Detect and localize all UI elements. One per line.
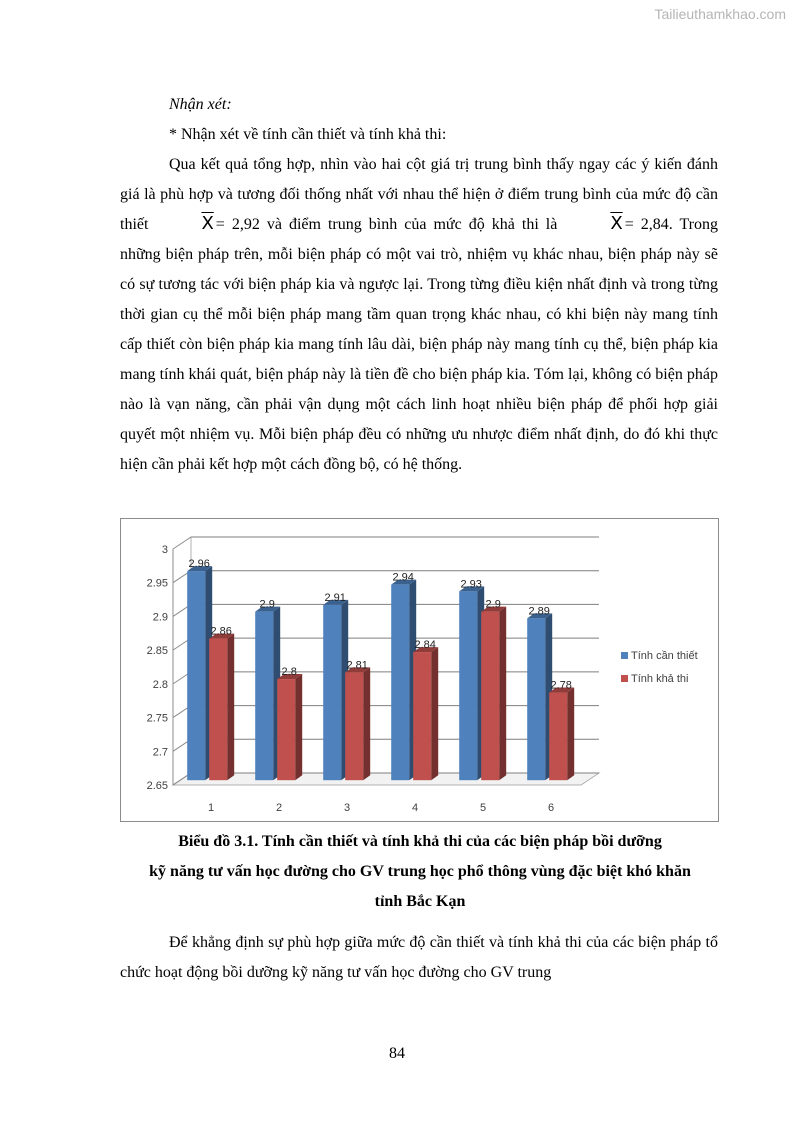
bar <box>277 679 295 780</box>
legend-swatch <box>621 675 628 682</box>
watermark: Tailieuthamkhao.com <box>654 6 786 22</box>
x-tick-label: 5 <box>479 802 487 814</box>
x-tick-label: 1 <box>207 802 215 814</box>
y-tick-label: 3 <box>161 544 168 556</box>
legend-label: Tính khả thi <box>631 673 689 685</box>
bar-side <box>227 634 234 781</box>
legend-swatch <box>621 652 628 659</box>
y-tick-label: 2.9 <box>152 611 168 624</box>
bar-side <box>363 667 370 780</box>
bar <box>481 612 499 781</box>
data-label: 2.78 <box>550 679 572 692</box>
data-label: 2.91 <box>324 591 346 604</box>
page-number: 84 <box>389 1045 405 1062</box>
bar-side <box>567 688 574 781</box>
bar <box>209 639 227 781</box>
x-tick-label: 6 <box>547 802 555 814</box>
y-tick-label: 2.75 <box>146 712 168 725</box>
gridline-depth <box>173 537 191 549</box>
mean-symbol: $\overline{X}$ <box>201 213 214 234</box>
bar <box>187 571 205 780</box>
bar <box>527 618 545 780</box>
remark-subheading: * Nhận xét về tính cần thiết và tính khả thi: <box>169 126 447 143</box>
bar <box>255 612 273 781</box>
closing-paragraph: Để khẳng định sự phù hợp giữa mức độ cần thiết và tính khả thi của các biện pháp tổ chức hoạt động bồi dưỡng kỹ năng tư vấn học đường cho GV trung <box>120 934 718 981</box>
data-label: 2.8 <box>281 666 297 679</box>
caption-line-2: kỹ năng tư vấn học đường cho GV trung học phổ thông vùng đặc biệt khó khăn <box>149 863 691 880</box>
bar-side <box>295 674 302 780</box>
bar <box>323 605 341 780</box>
bar-side <box>499 607 506 781</box>
mean-symbol-2: $\overline{X}$ <box>610 213 623 234</box>
closing-text <box>120 928 718 988</box>
legend-label: Tính cần thiết <box>631 650 698 662</box>
x-tick-label: 4 <box>411 802 419 814</box>
caption-line-3: tỉnh Bắc Kạn <box>374 893 466 910</box>
data-label: 2.9 <box>485 598 501 611</box>
chart-container <box>120 518 719 822</box>
bar-chart <box>121 519 718 821</box>
y-tick-label: 2.8 <box>152 678 168 691</box>
y-tick-label: 2.65 <box>146 780 168 792</box>
bar-side <box>431 647 438 780</box>
bar <box>345 672 363 780</box>
data-label: 2.9 <box>259 598 275 611</box>
x-tick-label: 2 <box>275 802 283 814</box>
bar <box>549 693 567 781</box>
paragraph-part-c: = 2,84. Trong những biện pháp trên, mỗi biện pháp có một vai trò, nhiệm vụ khác nhau, biện pháp này sẽ có sự tương tác với biện pháp kia và ngược lại. Trong từng điều kiện nhất định và trong từng thời gian cụ thể mỗi biện pháp mang tầm quan trọng khác nhau, có khi biện này mang tính cấp thiết còn biện pháp kia mang tính lâu dài, biện pháp này mang tính cụ thể, biện pháp kia mang tính khái quát, biện pháp này là tiền đề cho biện pháp kia. Tóm lại, không có biện pháp nào là vạn năng, cần phải vận dụng một cách linh hoạt nhiều biện pháp để phối hợp giải quyết một nhiệm vụ. Mỗi biện pháp đều có những ưu nhược điểm nhất định, do đó khi thực hiện cần phải kết hợp một cách đồng bộ, có hệ thống. <box>120 216 719 473</box>
remark-heading: Nhận xét: <box>169 96 232 113</box>
data-label: 2.89 <box>528 605 550 618</box>
bar <box>391 585 409 781</box>
bar <box>413 652 431 780</box>
body-text <box>120 90 718 480</box>
data-label: 2.86 <box>210 625 232 638</box>
data-label: 2.94 <box>392 571 414 584</box>
data-label: 2.93 <box>460 578 482 591</box>
y-tick-label: 2.85 <box>146 645 168 658</box>
data-label: 2.96 <box>188 558 210 571</box>
data-label: 2.81 <box>346 659 368 672</box>
x-tick-label: 3 <box>343 802 351 814</box>
bar <box>459 591 477 780</box>
chart-caption <box>100 827 740 917</box>
y-tick-label: 2.95 <box>146 577 168 590</box>
paragraph-part-a: Qua kết quả tổng hợp, nhìn vào hai cột giá trị trung bình thấy ngay các ý kiến đánh giá là phù hợp và tương đối thống nhất với nhau thể hiện ở điểm trung bình của mức độ cần thiết <box>120 156 718 233</box>
y-tick-label: 2.7 <box>152 746 168 759</box>
remark-paragraph <box>120 150 718 480</box>
paragraph-part-b: = 2,92 và điểm trung bình của mức độ khả thi là <box>215 216 558 233</box>
caption-line-1: Biểu đồ 3.1. Tính cần thiết và tính khả thi của các biện pháp bồi dưỡng <box>178 833 662 850</box>
data-label: 2.84 <box>414 639 436 652</box>
